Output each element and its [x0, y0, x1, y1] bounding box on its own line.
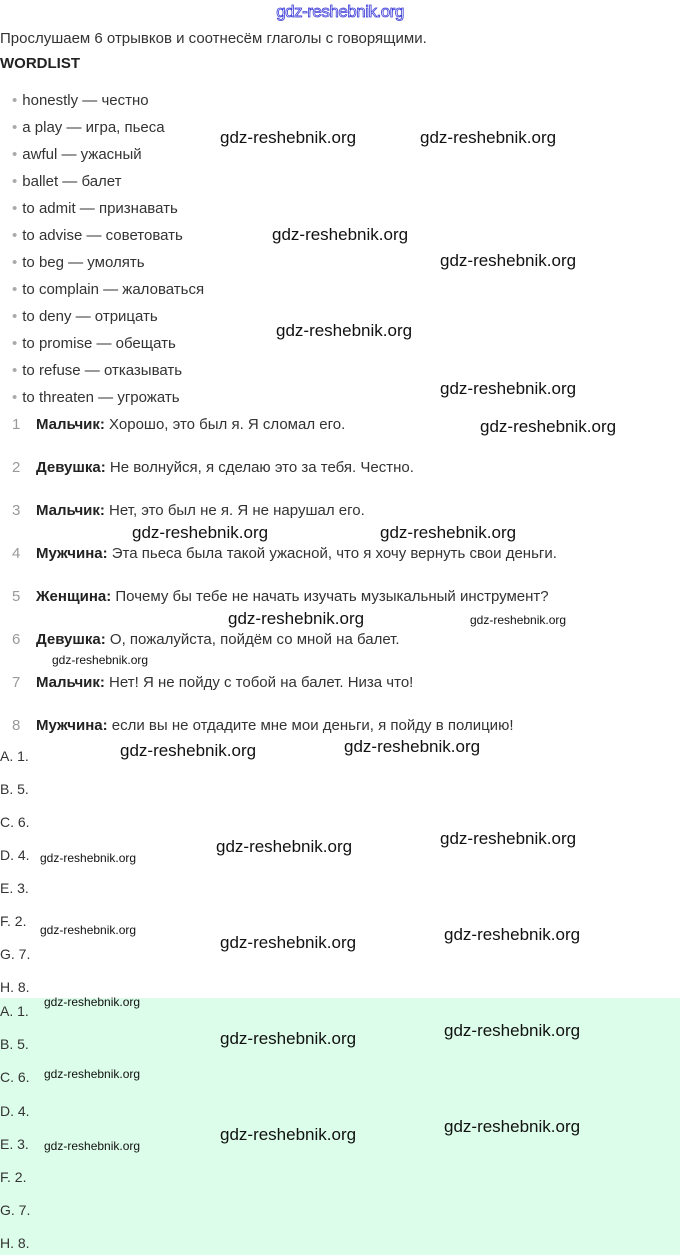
dialogue-line	[12, 588, 549, 605]
wordlist-item	[12, 335, 176, 352]
dialogue-number: 4	[12, 545, 21, 562]
speaker-name: Мальчик:	[36, 416, 105, 433]
watermark-text: gdz-reshebnik.org	[444, 925, 581, 944]
wordlist-text: to complain — жаловаться	[22, 281, 205, 298]
watermark-text: gdz-reshebnik.org	[228, 609, 365, 628]
watermark-text: gdz-reshebnik.org	[444, 1117, 581, 1136]
wordlist-text: to threaten — угрожать	[22, 389, 180, 406]
speaker-name: Девушка:	[36, 459, 106, 476]
bullet-icon: •	[12, 119, 18, 136]
watermark-text: gdz-reshebnik.org	[220, 1029, 357, 1048]
watermark-text: gdz-reshebnik.org	[132, 523, 269, 542]
bullet-icon: •	[12, 308, 18, 325]
bullet-icon: •	[12, 335, 18, 352]
bullet-icon: •	[12, 200, 18, 217]
watermark-text: gdz-reshebnik.org	[40, 851, 137, 865]
watermark-text: gdz-reshebnik.org	[120, 741, 257, 760]
watermark-text: gdz-reshebnik.org	[44, 1067, 141, 1081]
watermark-text: gdz-reshebnik.org	[216, 837, 353, 856]
dialogue-line	[12, 459, 414, 476]
wordlist-text: to beg — умолять	[22, 254, 145, 271]
dialogue-line	[12, 502, 365, 519]
dialogue-text: если вы не отдадите мне мои деньги, я пойду в полицию!	[107, 717, 514, 734]
wordlist-item	[12, 362, 182, 379]
wordlist-item	[12, 119, 165, 136]
wordlist-text: to deny — отрицать	[22, 308, 158, 325]
speaker-name: Женщина:	[36, 588, 112, 605]
dialogue-number: 2	[12, 459, 21, 476]
watermark-text: gdz-reshebnik.org	[480, 417, 617, 436]
bullet-icon: •	[12, 281, 18, 298]
wordlist-text: a play — игра, пьеса	[22, 119, 165, 136]
answer-item: A. 1.	[0, 748, 29, 764]
wordlist-text: to promise — обещать	[22, 335, 176, 352]
watermark-text: gdz-reshebnik.org	[44, 1139, 141, 1153]
watermark-text: gdz-reshebnik.org	[440, 829, 577, 848]
bullet-icon: •	[12, 254, 18, 271]
wordlist-item	[12, 173, 122, 190]
dialogue-number: 1	[12, 416, 21, 433]
speaker-name: Мальчик:	[36, 674, 105, 691]
bullet-icon: •	[12, 173, 18, 190]
wordlist-item	[12, 200, 178, 217]
watermark-text: gdz-reshebnik.org	[40, 923, 137, 937]
dialogue-text: Эта пьеса была такой ужасной, что я хочу вернуть свои деньги.	[107, 545, 557, 562]
watermark-text: gdz-reshebnik.org	[276, 321, 413, 340]
speaker-name: Мужчина:	[36, 545, 108, 562]
answer-item-highlighted: G. 7.	[0, 1202, 31, 1219]
answer-item-highlighted: B. 5.	[0, 1036, 29, 1053]
wordlist-text: awful — ужасный	[22, 146, 142, 163]
answer-item: B. 5.	[0, 781, 29, 797]
wordlist-text: to advise — советовать	[22, 227, 183, 244]
watermark-text: gdz-reshebnik.org	[440, 251, 577, 270]
dialogue-line	[12, 674, 413, 691]
bullet-icon: •	[12, 92, 18, 109]
watermark-text: gdz-reshebnik.org	[272, 225, 409, 244]
wordlist-title: WORDLIST	[0, 55, 80, 72]
speaker-name: Мужчина:	[36, 717, 108, 734]
watermark-text: gdz-reshebnik.org	[220, 128, 357, 147]
dialogue-text: Нет! Я не пойду с тобой на балет. Низа что!	[104, 674, 414, 691]
site-watermark-header: gdz-reshebnik.org	[276, 2, 404, 21]
answer-item: C. 6.	[0, 814, 30, 830]
answer-item-highlighted: H. 8.	[0, 1235, 30, 1252]
wordlist-text: to refuse — отказывать	[22, 362, 183, 379]
answer-item: H. 8.	[0, 979, 30, 995]
wordlist-item	[12, 389, 180, 406]
wordlist-text: ballet — балет	[22, 173, 122, 190]
wordlist-item	[12, 92, 149, 109]
dialogue-text: Почему бы тебе не начать изучать музыкальный инструмент?	[111, 588, 549, 605]
answer-item: E. 3.	[0, 880, 29, 896]
wordlist-item	[12, 281, 204, 298]
watermark-text: gdz-reshebnik.org	[44, 995, 141, 1009]
speaker-name: Мальчик:	[36, 502, 105, 519]
task-intro: Прослушаем 6 отрывков и соотнесём глаголы с говорящими.	[0, 30, 427, 47]
wordlist-item	[12, 227, 183, 244]
watermark-text: gdz-reshebnik.org	[220, 1125, 357, 1144]
answer-item-highlighted: F. 2.	[0, 1169, 27, 1185]
wordlist-item	[12, 254, 145, 271]
watermark-text: gdz-reshebnik.org	[220, 933, 357, 952]
answer-item-highlighted: E. 3.	[0, 1135, 29, 1152]
answer-item-highlighted: C. 6.	[0, 1069, 30, 1086]
watermark-text: gdz-reshebnik.org	[344, 737, 481, 756]
watermark-text: gdz-reshebnik.org	[420, 128, 557, 147]
dialogue-number: 8	[12, 717, 21, 734]
dialogue-number: 6	[12, 631, 21, 648]
answer-item-highlighted: D. 4.	[0, 1102, 30, 1119]
bullet-icon: •	[12, 362, 18, 379]
bullet-icon: •	[12, 227, 18, 244]
dialogue-number: 7	[12, 674, 21, 691]
watermark-text: gdz-reshebnik.org	[440, 379, 577, 398]
dialogue-number: 3	[12, 502, 21, 519]
watermark-text: gdz-reshebnik.org	[470, 613, 567, 627]
wordlist-text: to admit — признавать	[22, 200, 178, 217]
dialogue-text: Не волнуйся, я сделаю это за тебя. Честно.	[105, 459, 414, 476]
watermark-text: gdz-reshebnik.org	[52, 653, 149, 667]
dialogue-line	[12, 545, 557, 562]
dialogue-text: О, пожалуйста, пойдём со мной на балет.	[105, 631, 400, 648]
wordlist-text: honestly — честно	[22, 92, 149, 109]
bullet-icon: •	[12, 146, 18, 163]
answer-item-highlighted: A. 1.	[0, 1003, 29, 1019]
answer-item: G. 7.	[0, 946, 31, 962]
dialogue-line	[12, 717, 513, 734]
wordlist-item	[12, 308, 158, 325]
dialogue-number: 5	[12, 588, 21, 605]
bullet-icon: •	[12, 389, 18, 406]
watermark-text: gdz-reshebnik.org	[444, 1021, 581, 1040]
speaker-name: Девушка:	[36, 631, 106, 648]
answer-item: F. 2.	[0, 913, 27, 929]
dialogue-line	[12, 416, 345, 433]
watermark-text: gdz-reshebnik.org	[380, 523, 517, 542]
answer-item: D. 4.	[0, 847, 30, 863]
dialogue-line	[12, 631, 400, 648]
dialogue-text: Хорошо, это был я. Я сломал его.	[104, 416, 346, 433]
dialogue-text: Нет, это был не я. Я не нарушал его.	[104, 502, 365, 519]
wordlist-item	[12, 146, 142, 163]
